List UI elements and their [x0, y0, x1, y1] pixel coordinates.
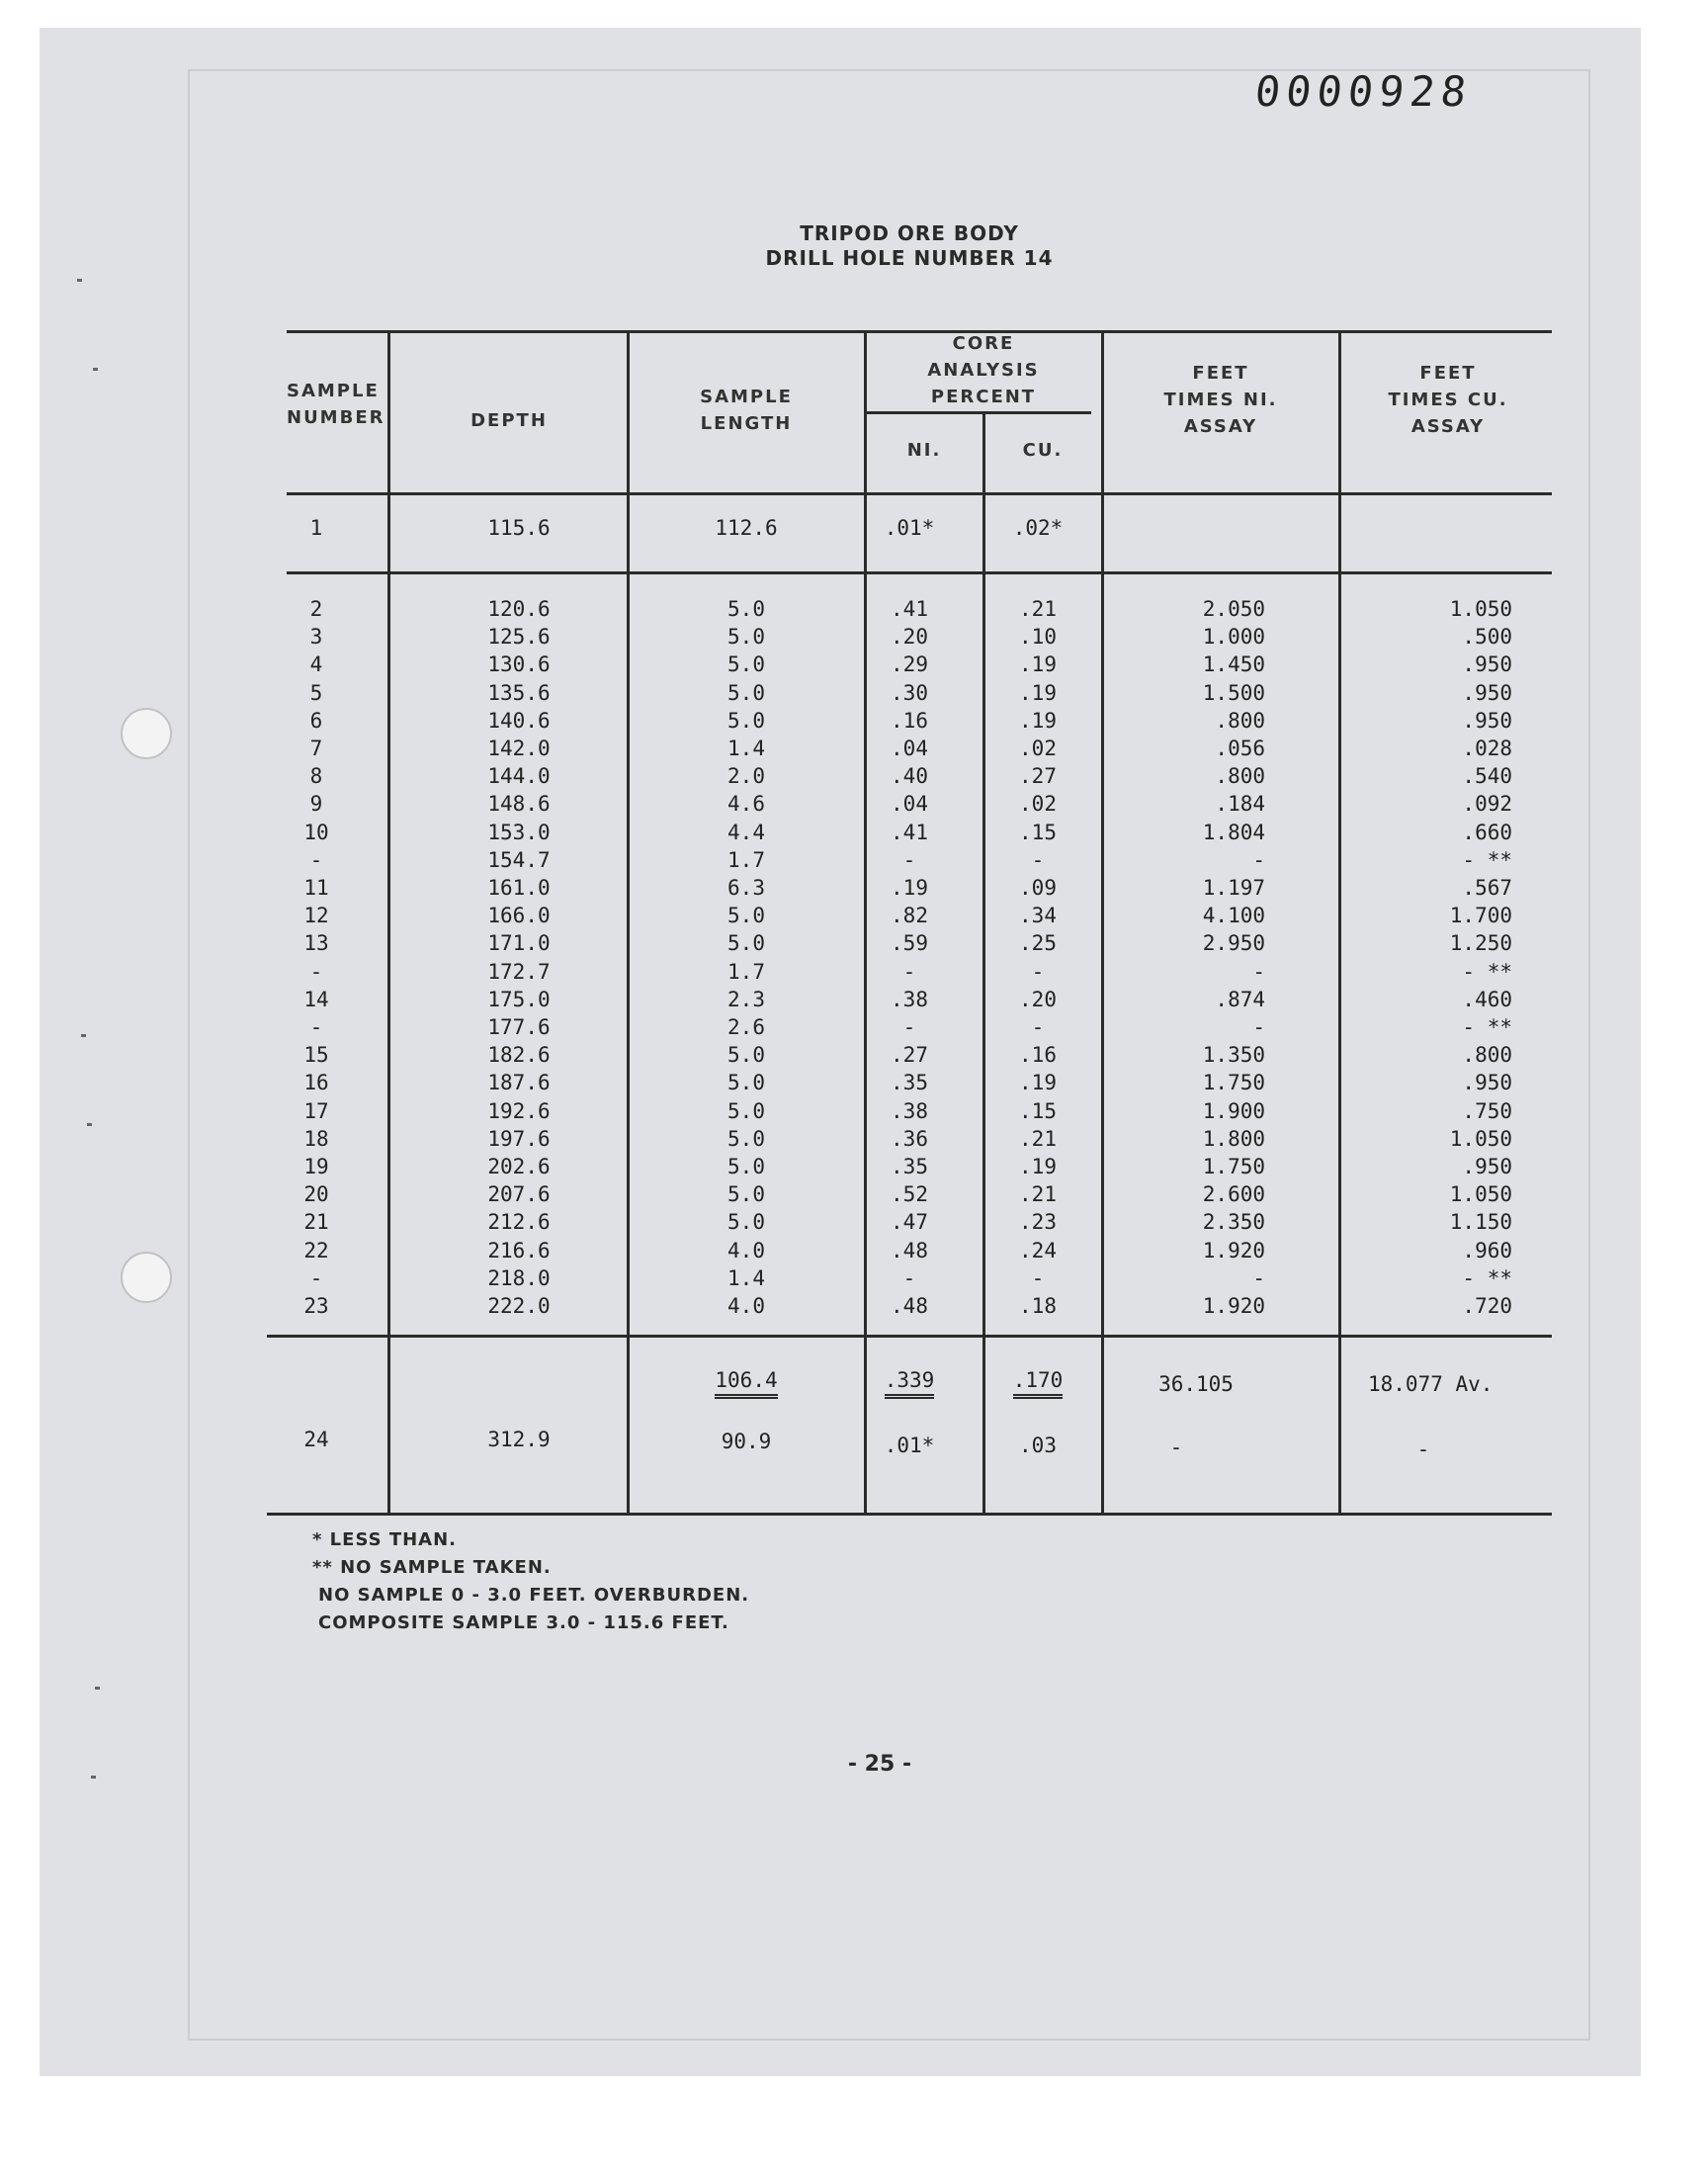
cell-sample-length: 4.0 [727, 1294, 765, 1318]
cell-sample-length: 5.0 [727, 681, 765, 705]
cell-feet-times-cu: .028 [1462, 737, 1512, 760]
cell-feet-times-ni: 1.750 [1202, 1071, 1265, 1094]
cell-cu: .23 [1019, 1210, 1057, 1234]
cell-ni: - [902, 1015, 916, 1039]
scan-speck [95, 1687, 100, 1690]
cell-cu: .02 [1019, 792, 1057, 816]
cell-ni: .30 [891, 681, 928, 705]
cell-feet-times-ni: - [1252, 1015, 1265, 1039]
cell-sample-number: 8 [309, 764, 323, 788]
cell-cu: .10 [1019, 625, 1057, 649]
cell-feet-times-ni: 1.920 [1202, 1239, 1265, 1262]
cell-feet-times-ni: 2.050 [1202, 597, 1265, 621]
cell-feet-times-cu: 1.150 [1449, 1210, 1512, 1234]
cell-feet-times-cu: .960 [1462, 1239, 1512, 1262]
cell-ni: .16 [891, 709, 928, 733]
cell-cu: .27 [1019, 764, 1057, 788]
header-sample-length: SAMPLE LENGTH [700, 387, 793, 434]
scan-speck [81, 1034, 86, 1037]
cell-ni: - [902, 960, 916, 984]
cell-depth: 120.6 [487, 597, 551, 621]
cell-sample-length: 1.7 [727, 848, 765, 872]
cell-sample-length: 4.0 [727, 1239, 765, 1262]
cell-cu: .03 [1019, 1434, 1057, 1457]
cell-cu: .02* [1012, 516, 1064, 540]
footnote: * LESS THAN. [312, 1529, 458, 1550]
header-bottom-rule [287, 492, 1552, 495]
cell-feet-times-ni: 1.450 [1202, 652, 1265, 676]
cell-ni: .48 [891, 1294, 928, 1318]
cell-feet-times-cu: .540 [1462, 764, 1512, 788]
cell-ni: .47 [891, 1210, 928, 1234]
cell-sample-length: 5.0 [727, 1099, 765, 1123]
cell-sample-number: 21 [303, 1210, 329, 1234]
cell-sample-length: 5.0 [727, 1071, 765, 1094]
cell-feet-times-cu: 1.250 [1449, 931, 1512, 955]
col-divider [387, 330, 390, 1513]
page-title [593, 221, 1226, 271]
cell-sample-length: 5.0 [727, 709, 765, 733]
punch-hole [121, 708, 172, 759]
cell-cu: .15 [1019, 1099, 1057, 1123]
total-feet-times-ni: 36.105 [1158, 1372, 1234, 1396]
document-number: 0000928 [1252, 67, 1475, 116]
footnotes [312, 1526, 749, 1637]
cell-depth: 216.6 [487, 1239, 551, 1262]
cell-sample-number: 19 [303, 1155, 329, 1178]
cell-sample-number: 15 [303, 1043, 329, 1067]
col-divider [1338, 330, 1341, 1513]
cell-feet-times-cu: - [1416, 1437, 1430, 1461]
cell-feet-times-cu: .950 [1462, 709, 1512, 733]
footnote: NO SAMPLE 0 - 3.0 FEET. OVERBURDEN. [318, 1585, 750, 1606]
cell-cu: - [1031, 1266, 1045, 1290]
cell-sample-number: 1 [309, 516, 323, 540]
cell-feet-times-ni: 2.600 [1202, 1182, 1265, 1206]
cell-ni: .29 [891, 652, 928, 676]
cell-ni: .38 [891, 1099, 928, 1123]
cell-feet-times-ni: 1.000 [1202, 625, 1265, 649]
cell-sample-number: 2 [309, 597, 323, 621]
cell-sample-number: 18 [303, 1127, 329, 1151]
cell-sample-length: 5.0 [727, 1127, 765, 1151]
cell-cu: .19 [1019, 681, 1057, 705]
col-divider [627, 330, 630, 1513]
title-line-2: DRILL HOLE NUMBER 14 [765, 246, 1054, 270]
cell-cu: .18 [1019, 1294, 1057, 1318]
cell-depth: 177.6 [487, 1015, 551, 1039]
footnote: COMPOSITE SAMPLE 3.0 - 115.6 FEET. [318, 1612, 729, 1633]
cell-depth: 153.0 [487, 821, 551, 844]
cell-cu: .02 [1019, 737, 1057, 760]
cell-sample-length: 90.9 [721, 1430, 772, 1453]
cell-feet-times-ni: .874 [1215, 988, 1265, 1011]
cell-feet-times-cu: 1.050 [1449, 1127, 1512, 1151]
cell-depth: 202.6 [487, 1155, 551, 1178]
cell-sample-number: 17 [303, 1099, 329, 1123]
cell-sample-number: - [309, 960, 323, 984]
cell-sample-length: 112.6 [715, 516, 778, 540]
totals-rule [267, 1335, 1552, 1338]
cell-cu: .19 [1019, 1071, 1057, 1094]
cell-sample-number: 4 [309, 652, 323, 676]
cell-cu: .21 [1019, 1182, 1057, 1206]
cell-ni: .04 [891, 737, 928, 760]
cell-depth: 187.6 [487, 1071, 551, 1094]
cell-depth: 144.0 [487, 764, 551, 788]
cell-feet-times-cu: .500 [1462, 625, 1512, 649]
cell-depth: 182.6 [487, 1043, 551, 1067]
cell-cu: .15 [1019, 821, 1057, 844]
cell-ni: .35 [891, 1071, 928, 1094]
cell-ni: .36 [891, 1127, 928, 1151]
cell-cu: .09 [1019, 876, 1057, 900]
cell-feet-times-ni: .800 [1215, 709, 1265, 733]
header-sample-number: SAMPLE NUMBER [287, 381, 385, 428]
cell-feet-times-ni: - [1169, 1436, 1183, 1459]
average-ni: .339 [870, 1368, 949, 1399]
cell-cu: - [1031, 848, 1045, 872]
cell-sample-length: 1.7 [727, 960, 765, 984]
header-core-analysis: CORE ANALYSIS PERCENT [927, 333, 1040, 407]
cell-feet-times-cu: - ** [1462, 960, 1512, 984]
total-feet-times-cu: 18.077 Av. [1368, 1372, 1494, 1396]
cell-ni: .41 [891, 821, 928, 844]
cell-sample-number: 7 [309, 737, 323, 760]
cell-feet-times-cu: .950 [1462, 1155, 1512, 1178]
header-feet-times-cu: FEET TIMES CU. ASSAY [1388, 363, 1508, 437]
cell-cu: .19 [1019, 709, 1057, 733]
cell-depth: 166.0 [487, 904, 551, 927]
cell-sample-number: 23 [303, 1294, 329, 1318]
cell-ni: .27 [891, 1043, 928, 1067]
cell-feet-times-ni: 1.920 [1202, 1294, 1265, 1318]
cell-cu: .24 [1019, 1239, 1057, 1262]
scan-speck [87, 1123, 92, 1126]
total-sample-length: 106.4 [692, 1368, 801, 1399]
cell-ni: .35 [891, 1155, 928, 1178]
cell-depth: 135.6 [487, 681, 551, 705]
punch-hole [121, 1252, 172, 1303]
cell-sample-number: 14 [303, 988, 329, 1011]
cell-cu: .16 [1019, 1043, 1057, 1067]
cell-feet-times-ni: .056 [1215, 737, 1265, 760]
cell-cu: .19 [1019, 1155, 1057, 1178]
cell-ni: .38 [891, 988, 928, 1011]
cell-feet-times-cu: .092 [1462, 792, 1512, 816]
header-feet-times-ni: FEET TIMES NI. ASSAY [1163, 363, 1278, 437]
cell-feet-times-ni: 1.804 [1202, 821, 1265, 844]
cell-ni: .20 [891, 625, 928, 649]
cell-cu: .25 [1019, 931, 1057, 955]
cell-sample-number: - [309, 1015, 323, 1039]
cell-depth: 140.6 [487, 709, 551, 733]
composite-bottom-rule [287, 571, 1552, 574]
table-bottom-rule [267, 1513, 1552, 1516]
cell-sample-number: 5 [309, 681, 323, 705]
cell-depth: 171.0 [487, 931, 551, 955]
cell-feet-times-ni: 1.800 [1202, 1127, 1265, 1151]
cell-sample-number: - [309, 1266, 323, 1290]
cell-feet-times-ni: 1.500 [1202, 681, 1265, 705]
header-cu: CU. [1022, 440, 1064, 461]
scan-speck [91, 1776, 96, 1779]
cell-feet-times-ni: .184 [1215, 792, 1265, 816]
header-depth: DEPTH [470, 410, 548, 431]
cell-sample-length: 1.4 [727, 737, 765, 760]
cell-sample-number: - [309, 848, 323, 872]
cell-feet-times-cu: 1.050 [1449, 1182, 1512, 1206]
cell-feet-times-cu: .950 [1462, 1071, 1512, 1094]
cell-cu: .21 [1019, 1127, 1057, 1151]
cell-feet-times-cu: .567 [1462, 876, 1512, 900]
cell-cu: .19 [1019, 652, 1057, 676]
cell-ni: .41 [891, 597, 928, 621]
cell-depth: 312.9 [487, 1428, 551, 1451]
cell-sample-number: 3 [309, 625, 323, 649]
cell-ni: .52 [891, 1182, 928, 1206]
cell-sample-length: 4.6 [727, 792, 765, 816]
cell-cu: - [1031, 1015, 1045, 1039]
cell-ni: .59 [891, 931, 928, 955]
cell-ni: .04 [891, 792, 928, 816]
cell-feet-times-cu: 1.700 [1449, 904, 1512, 927]
cell-ni: - [902, 1266, 916, 1290]
cell-feet-times-cu: .950 [1462, 652, 1512, 676]
cell-depth: 212.6 [487, 1210, 551, 1234]
cell-depth: 175.0 [487, 988, 551, 1011]
cell-depth: 218.0 [487, 1266, 551, 1290]
cell-cu: .21 [1019, 597, 1057, 621]
cell-ni: .40 [891, 764, 928, 788]
cell-feet-times-ni: 2.950 [1202, 931, 1265, 955]
cell-sample-length: 4.4 [727, 821, 765, 844]
col-divider [982, 413, 985, 1513]
cell-feet-times-cu: .800 [1462, 1043, 1512, 1067]
cell-sample-length: 5.0 [727, 597, 765, 621]
cell-sample-length: 5.0 [727, 1043, 765, 1067]
cell-sample-number: 24 [303, 1428, 329, 1451]
cell-sample-number: 6 [309, 709, 323, 733]
cell-feet-times-cu: - ** [1462, 1266, 1512, 1290]
cell-feet-times-ni: - [1252, 960, 1265, 984]
cell-depth: 142.0 [487, 737, 551, 760]
scan-speck [77, 279, 82, 282]
cell-depth: 172.7 [487, 960, 551, 984]
cell-sample-number: 12 [303, 904, 329, 927]
header-ni: NI. [906, 440, 942, 461]
cell-feet-times-ni: 1.350 [1202, 1043, 1265, 1067]
cell-ni: - [902, 848, 916, 872]
cell-sample-number: 10 [303, 821, 329, 844]
core-analysis-rule [866, 411, 1091, 414]
cell-feet-times-ni: 4.100 [1202, 904, 1265, 927]
cell-depth: 197.6 [487, 1127, 551, 1151]
cell-depth: 148.6 [487, 792, 551, 816]
cell-feet-times-cu: - ** [1462, 848, 1512, 872]
cell-sample-length: 5.0 [727, 904, 765, 927]
cell-sample-length: 2.0 [727, 764, 765, 788]
cell-feet-times-cu: .460 [1462, 988, 1512, 1011]
page-number: - 25 - [847, 1752, 912, 1777]
cell-cu: .34 [1019, 904, 1057, 927]
cell-feet-times-ni: 1.750 [1202, 1155, 1265, 1178]
cell-sample-number: 11 [303, 876, 329, 900]
cell-feet-times-ni: - [1252, 1266, 1265, 1290]
title-line-1: TRIPOD ORE BODY [800, 221, 1019, 245]
cell-depth: 207.6 [487, 1182, 551, 1206]
cell-feet-times-ni: 1.900 [1202, 1099, 1265, 1123]
cell-sample-number: 9 [309, 792, 323, 816]
cell-sample-number: 13 [303, 931, 329, 955]
cell-depth: 161.0 [487, 876, 551, 900]
col-divider [1101, 330, 1104, 1513]
cell-sample-length: 5.0 [727, 652, 765, 676]
cell-depth: 130.6 [487, 652, 551, 676]
cell-cu: - [1031, 960, 1045, 984]
cell-sample-length: 1.4 [727, 1266, 765, 1290]
cell-feet-times-ni: .800 [1215, 764, 1265, 788]
cell-feet-times-cu: .950 [1462, 681, 1512, 705]
cell-ni: .01* [884, 516, 935, 540]
cell-feet-times-ni: - [1252, 848, 1265, 872]
average-cu: .170 [998, 1368, 1077, 1399]
cell-sample-number: 16 [303, 1071, 329, 1094]
cell-ni: .82 [891, 904, 928, 927]
cell-depth: 192.6 [487, 1099, 551, 1123]
cell-feet-times-ni: 2.350 [1202, 1210, 1265, 1234]
cell-feet-times-ni: 1.197 [1202, 876, 1265, 900]
cell-cu: .20 [1019, 988, 1057, 1011]
cell-sample-number: 20 [303, 1182, 329, 1206]
cell-sample-length: 2.6 [727, 1015, 765, 1039]
cell-feet-times-cu: .750 [1462, 1099, 1512, 1123]
cell-sample-length: 5.0 [727, 1210, 765, 1234]
scan-speck [93, 368, 98, 371]
cell-ni: .48 [891, 1239, 928, 1262]
cell-ni: .01* [884, 1434, 935, 1457]
cell-sample-length: 5.0 [727, 625, 765, 649]
cell-depth: 115.6 [487, 516, 551, 540]
cell-sample-length: 5.0 [727, 931, 765, 955]
cell-depth: 125.6 [487, 625, 551, 649]
cell-ni: .19 [891, 876, 928, 900]
cell-sample-length: 6.3 [727, 876, 765, 900]
col-divider [864, 330, 867, 1513]
cell-feet-times-cu: - ** [1462, 1015, 1512, 1039]
cell-sample-length: 5.0 [727, 1182, 765, 1206]
cell-feet-times-cu: 1.050 [1449, 597, 1512, 621]
cell-feet-times-cu: .660 [1462, 821, 1512, 844]
footnote: ** NO SAMPLE TAKEN. [312, 1557, 552, 1578]
cell-feet-times-cu: .720 [1462, 1294, 1512, 1318]
cell-sample-length: 5.0 [727, 1155, 765, 1178]
cell-sample-length: 2.3 [727, 988, 765, 1011]
cell-depth: 222.0 [487, 1294, 551, 1318]
cell-sample-number: 22 [303, 1239, 329, 1262]
cell-depth: 154.7 [487, 848, 551, 872]
